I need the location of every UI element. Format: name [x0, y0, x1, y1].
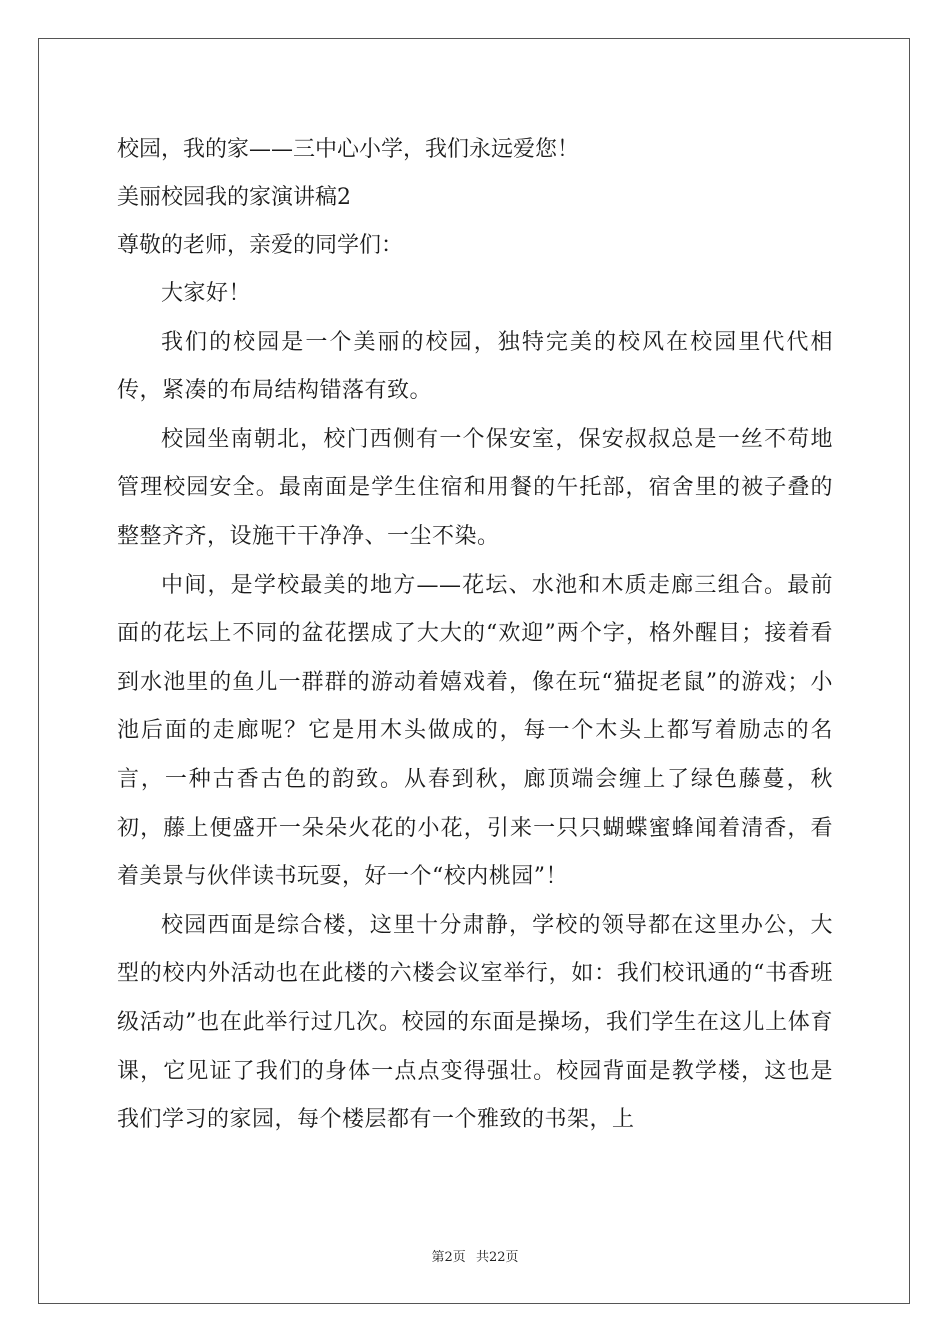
paragraph-west-east: 校园西面是综合楼，这里十分肃静，学校的领导都在这里办公，大型的校内外活动也在此楼的六楼会议室举行，如：我们校讯通的“书香班级活动”也在此举行过几次。校园的东面是操场，我们学生在这儿上体育课，它见证了我们的身体一点点变得强壮。校园背面是教学楼，这也是我们学习的家园，每个楼层都有一个雅致的书架，上: [117, 912, 833, 1133]
closing-line: 校园，我的家——三中心小学，我们永远爱您！: [117, 137, 580, 162]
page-total: 共22页: [475, 1250, 519, 1265]
paragraph-intro: 我们的校园是一个美丽的校园，独特完美的校风在校园里代代相传，紧凑的布局结构错落有致。: [117, 329, 833, 404]
page-number: 第2页: [431, 1250, 466, 1265]
salutation: 尊敬的老师，亲爱的同学们：: [117, 233, 404, 258]
greeting-paragraph: 大家好！: [161, 281, 252, 306]
document-body: [117, 126, 833, 1145]
page-footer: [0, 1246, 950, 1265]
paragraph-south: 校园坐南朝北，校门西侧有一个保安室，保安叔叔总是一丝不苟地管理校园安全。最南面是学生住宿和用餐的午托部，宿舍里的被子叠的整整齐齐，设施干干净净、一尘不染。: [117, 426, 833, 549]
speech-title: 美丽校园我的家演讲稿2: [117, 185, 351, 210]
paragraph-middle: 中间，是学校最美的地方——花坛、水池和木质走廊三组合。最前面的花坛上不同的盆花摆成了大大的“欢迎”两个字，格外醒目；接着看到水池里的鱼儿一群群的游动着嬉戏着，像在玩“猫捉老鼠”的游戏；小池后面的走廊呢？它是用木头做成的，每一个木头上都写着励志的名言，一种古香古色的韵致。从春到秋，廊顶端会缠上了绿色藤蔓，秋初，藤上便盛开一朵朵火花的小花，引来一只只蝴蝶蜜蜂闻着清香，看着美景与伙伴读书玩耍，好一个“校内桃园”！: [117, 572, 833, 890]
